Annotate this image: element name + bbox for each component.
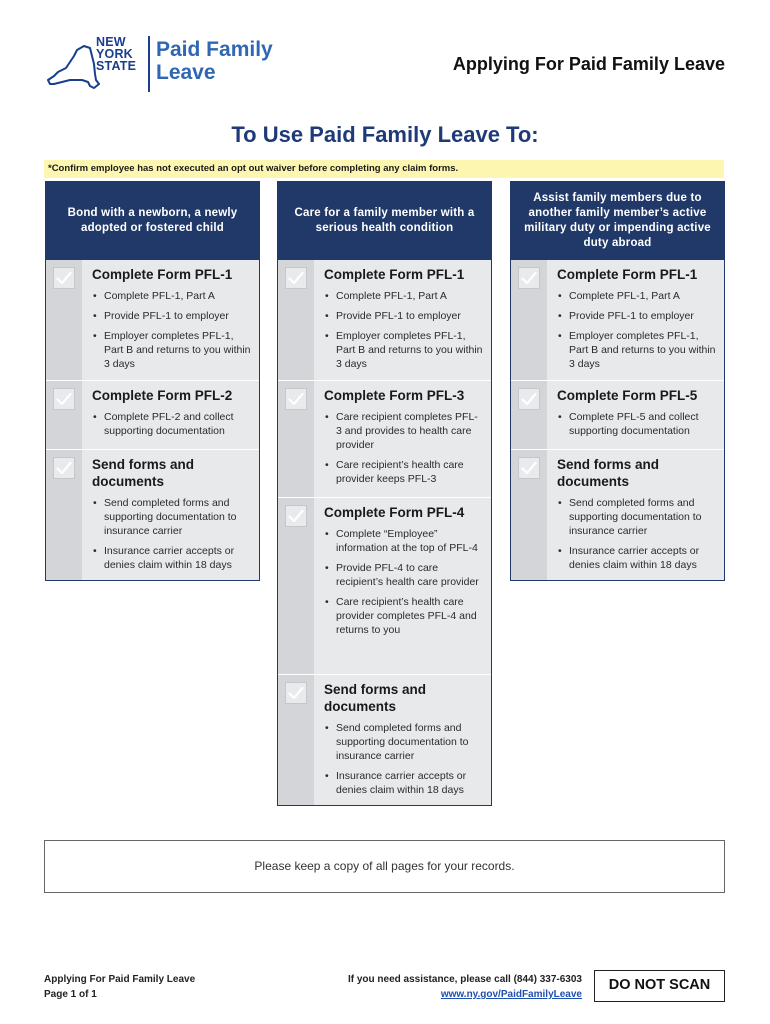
step-title: Send forms and documents	[92, 457, 195, 489]
step-send-forms	[511, 449, 724, 580]
check-icon	[288, 271, 304, 285]
checkbox[interactable]	[518, 388, 540, 410]
step-list	[557, 289, 716, 371]
list-item: • Send completed forms and supporting documentation to insurance carrier	[92, 496, 251, 538]
check-icon	[56, 271, 72, 285]
step-body	[547, 381, 724, 449]
step-body	[314, 675, 491, 805]
column-military	[510, 181, 725, 581]
list-item: • Care recipient completes PFL-3 and provides to health care provider	[324, 410, 483, 452]
list-item: • Insurance carrier accepts or denies claim within 18 days	[92, 544, 251, 572]
list-item: • Insurance carrier accepts or denies claim within 18 days	[324, 769, 483, 797]
checkbox[interactable]	[285, 267, 307, 289]
list-item: • Provide PFL-4 to care recipient’s health care provider	[324, 561, 483, 589]
check-icon	[288, 509, 304, 523]
check-strip	[511, 381, 547, 449]
footer-left	[44, 972, 195, 1002]
logo-leave: Leave	[156, 61, 216, 84]
list-item: • Employer completes PFL-1, Part B and returns to you within 3 days	[557, 329, 716, 371]
check-icon	[56, 461, 72, 475]
list-item: • Provide PFL-1 to employer	[557, 309, 716, 323]
step-title: Complete Form PFL-1	[324, 267, 465, 282]
step-title: Complete Form PFL-2	[92, 388, 233, 403]
document-title: Applying For Paid Family Leave	[452, 54, 725, 74]
step-body	[547, 450, 724, 580]
check-icon	[521, 271, 537, 285]
checkbox[interactable]	[518, 267, 540, 289]
step-list	[557, 496, 716, 572]
step-list	[92, 496, 251, 572]
step-list	[324, 721, 483, 797]
check-strip	[278, 675, 314, 805]
check-strip	[46, 260, 82, 380]
checkbox[interactable]	[285, 505, 307, 527]
check-strip	[511, 450, 547, 580]
logo-york: YORK	[96, 47, 133, 61]
check-strip	[278, 260, 314, 380]
checkbox[interactable]	[285, 682, 307, 704]
check-icon	[56, 392, 72, 406]
column-heading: Bond with a newborn, a newly adopted or fostered child	[46, 182, 259, 260]
column-heading: Assist family members due to another family member’s active military duty or impending active duty abroad	[511, 182, 724, 260]
logo-state: STATE	[96, 59, 137, 73]
list-item: • Provide PFL-1 to employer	[92, 309, 251, 323]
step-body	[314, 260, 491, 380]
check-icon	[521, 461, 537, 475]
step-body	[314, 381, 491, 497]
logo-new: NEW	[96, 35, 126, 49]
step-list	[324, 410, 483, 486]
footer-page-number: Page 1 of 1	[44, 989, 97, 1000]
list-item: • Complete PFL-1, Part A	[324, 289, 483, 303]
footer-website-link[interactable]: www.ny.gov/PaidFamilyLeave	[440, 989, 582, 1000]
list-item: • Complete “Employee” information at the top of PFL-4	[324, 527, 483, 555]
check-strip	[46, 381, 82, 449]
column-heading: Care for a family member with a serious health condition	[278, 182, 491, 260]
list-item: • Care recipient’s health care provider keeps PFL-3	[324, 458, 483, 486]
logo-divider	[148, 36, 150, 92]
step-title: Complete Form PFL-4	[324, 505, 465, 520]
list-item: • Send completed forms and supporting documentation to insurance carrier	[324, 721, 483, 763]
check-icon	[288, 686, 304, 700]
step-send-forms	[278, 674, 491, 805]
logo-program-text	[156, 38, 276, 84]
list-item: • Complete PFL-2 and collect supporting documentation	[92, 410, 251, 438]
footer-title: Applying For Paid Family Leave	[44, 974, 196, 985]
step-body	[82, 450, 259, 580]
list-item: • Employer completes PFL-1, Part B and returns to you within 3 days	[92, 329, 251, 371]
checkbox[interactable]	[53, 388, 75, 410]
do-not-scan-box: DO NOT SCAN	[594, 970, 725, 1002]
column-bond	[45, 181, 260, 581]
step-body	[547, 260, 724, 380]
step-complete-pfl-1	[278, 260, 491, 380]
check-strip	[511, 260, 547, 380]
list-item: • Employer completes PFL-1, Part B and returns to you within 3 days	[324, 329, 483, 371]
step-title: Send forms and documents	[557, 457, 660, 489]
records-note: Please keep a copy of all pages for your records.	[44, 840, 725, 893]
step-list	[324, 527, 483, 637]
checkbox[interactable]	[285, 388, 307, 410]
footer-assistance	[348, 972, 582, 1002]
step-complete-pfl-1	[511, 260, 724, 380]
checkbox[interactable]	[53, 457, 75, 479]
list-item: • Provide PFL-1 to employer	[324, 309, 483, 323]
list-item: • Insurance carrier accepts or denies claim within 18 days	[557, 544, 716, 572]
step-title: Complete Form PFL-5	[557, 388, 698, 403]
step-title: Complete Form PFL-1	[557, 267, 698, 282]
checkbox[interactable]	[518, 457, 540, 479]
new-york-state-map-icon	[44, 42, 100, 92]
step-complete-pfl-2	[46, 380, 259, 449]
main-title: To Use Paid Family Leave To:	[231, 122, 539, 147]
step-body	[82, 381, 259, 449]
check-icon	[288, 392, 304, 406]
list-item: • Complete PFL-5 and collect supporting documentation	[557, 410, 716, 438]
check-strip	[278, 381, 314, 497]
step-title: Complete Form PFL-1	[92, 267, 233, 282]
step-list	[557, 410, 716, 438]
checkbox[interactable]	[53, 267, 75, 289]
logo-state-text	[96, 36, 142, 72]
step-list	[324, 289, 483, 371]
step-body	[82, 260, 259, 380]
check-strip	[278, 498, 314, 674]
nys-pfl-logo	[44, 34, 274, 96]
step-complete-pfl-3	[278, 380, 491, 497]
footer-phone: If you need assistance, please call (844) 337-6303	[347, 974, 582, 985]
list-item: • Complete PFL-1, Part A	[92, 289, 251, 303]
logo-paid-family: Paid Family	[156, 38, 273, 61]
step-complete-pfl-5	[511, 380, 724, 449]
step-list	[92, 289, 251, 371]
step-complete-pfl-4	[278, 497, 491, 674]
column-care	[277, 181, 492, 806]
check-strip	[46, 450, 82, 580]
step-complete-pfl-1	[46, 260, 259, 380]
opt-out-notice: *Confirm employee has not executed an opt out waiver before completing any claim forms.	[44, 160, 724, 178]
step-title: Complete Form PFL-3	[324, 388, 465, 403]
step-list	[92, 410, 251, 438]
step-body	[314, 498, 491, 674]
list-item: • Send completed forms and supporting documentation to insurance carrier	[557, 496, 716, 538]
step-send-forms	[46, 449, 259, 580]
step-title: Send forms and documents	[324, 682, 427, 714]
check-icon	[521, 392, 537, 406]
list-item: • Care recipient’s health care provider completes PFL-4 and returns to you	[324, 595, 483, 637]
list-item: • Complete PFL-1, Part A	[557, 289, 716, 303]
